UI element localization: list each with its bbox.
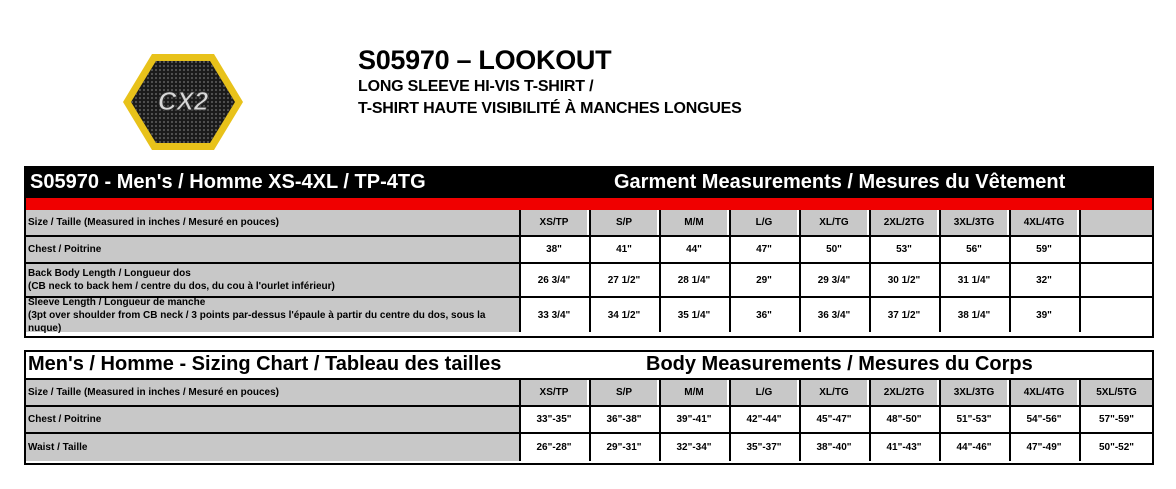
body-table-header — [26, 352, 1152, 380]
value-cell: 28 1/4" — [659, 264, 727, 296]
garment-rows — [26, 210, 1152, 332]
value-cell: 39"-41" — [659, 407, 727, 432]
table-row — [26, 298, 1152, 332]
value-cell: 54"-56" — [1009, 407, 1077, 432]
value-cell: 38" — [519, 237, 587, 262]
value-cell — [1079, 298, 1152, 332]
value-cell: 47"-49" — [1009, 434, 1077, 461]
value-cell: 36"-38" — [589, 407, 657, 432]
row-label-text: Chest / Poitrine — [28, 414, 102, 425]
value-cell — [1079, 237, 1152, 262]
value-cell: 48"-50" — [869, 407, 937, 432]
value-cell: 27 1/2" — [589, 264, 657, 296]
value-cell: 47" — [729, 237, 797, 262]
value-cell: 31 1/4" — [939, 264, 1007, 296]
value-cell: 44" — [659, 237, 727, 262]
size-header-cell: S/P — [589, 210, 657, 235]
value-cell: 32" — [1009, 264, 1077, 296]
page-title: S05970 – LOOKOUT — [358, 45, 612, 75]
size-header-cell: XL/TG — [799, 210, 867, 235]
value-cell: 56" — [939, 237, 1007, 262]
garment-table-right-title: Garment Measurements / Mesures du Vêtement — [614, 171, 1066, 193]
size-header-cell: 3XL/3TG — [939, 380, 1007, 405]
value-cell: 41"-43" — [869, 434, 937, 461]
body-table-right-title: Body Measurements / Mesures du Corps — [646, 353, 1033, 375]
value-cell: 36" — [729, 298, 797, 332]
value-cell: 33 3/4" — [519, 298, 587, 332]
value-cell: 41" — [589, 237, 657, 262]
value-cell: 44"-46" — [939, 434, 1007, 461]
value-cell: 42"-44" — [729, 407, 797, 432]
subtitle-fr: T-SHIRT HAUTE VISIBILITÉ À MANCHES LONGUES — [358, 100, 742, 117]
row-label-text: Size / Taille (Measured in inches / Mesuré en pouces) — [28, 217, 280, 228]
value-cell: 35 1/4" — [659, 298, 727, 332]
subtitle-en: LONG SLEEVE HI-VIS T-SHIRT / — [358, 78, 594, 95]
value-cell: 50" — [799, 237, 867, 262]
value-cell — [1079, 264, 1152, 296]
value-cell: 57"-59" — [1079, 407, 1152, 432]
garment-measurements-table — [24, 166, 1154, 338]
row-label-text: Chest / Poitrine — [28, 244, 102, 255]
row-label — [26, 264, 519, 296]
row-label-text: (3pt over shoulder from CB neck / 3 points par-dessus l'épaule à partir du centre du dos, sous la nuque) — [28, 309, 486, 334]
row-label — [26, 237, 519, 262]
size-header-cell: M/M — [659, 380, 727, 405]
size-header-cell: L/G — [729, 380, 797, 405]
row-label-text: (CB neck to back hem / centre du dos, du cou à l'ourlet inférieur) — [28, 281, 335, 292]
size-header-cell: 4XL/4TG — [1009, 380, 1077, 405]
title-block — [358, 44, 742, 120]
value-cell: 45"-47" — [799, 407, 867, 432]
size-header-cell: 5XL/5TG — [1079, 380, 1152, 405]
table-row — [26, 434, 1152, 461]
size-header-row — [26, 380, 1152, 407]
size-header-cell: 2XL/2TG — [869, 380, 937, 405]
value-cell: 36 3/4" — [799, 298, 867, 332]
garment-table-left-title: S05970 - Men's / Homme XS-4XL / TP-4TG — [30, 171, 426, 193]
row-label-text: Sleeve Length / Longueur de manche — [28, 296, 206, 308]
garment-table-header — [26, 168, 1152, 198]
size-header-row — [26, 210, 1152, 237]
value-cell: 26"-28" — [519, 434, 587, 461]
row-label — [26, 380, 519, 405]
value-cell: 35"-37" — [729, 434, 797, 461]
size-header-cell: L/G — [729, 210, 797, 235]
body-rows — [26, 380, 1152, 461]
size-header-cell: XL/TG — [799, 380, 867, 405]
row-label-text: Back Body Length / Longueur dos — [28, 268, 191, 279]
size-header-cell — [1079, 210, 1152, 235]
body-table-left-title: Men's / Homme - Sizing Chart / Tableau des tailles — [28, 353, 502, 375]
table-row — [26, 264, 1152, 298]
value-cell: 39" — [1009, 298, 1077, 332]
value-cell: 30 1/2" — [869, 264, 937, 296]
size-header-cell: XS/TP — [519, 380, 587, 405]
value-cell: 53" — [869, 237, 937, 262]
row-label-text: Waist / Taille — [28, 442, 88, 453]
row-label — [26, 434, 519, 461]
value-cell: 29" — [729, 264, 797, 296]
value-cell: 32"-34" — [659, 434, 727, 461]
value-cell: 33"-35" — [519, 407, 587, 432]
row-label — [26, 407, 519, 432]
value-cell: 38 1/4" — [939, 298, 1007, 332]
value-cell: 26 3/4" — [519, 264, 587, 296]
table-row — [26, 237, 1152, 264]
value-cell: 34 1/2" — [589, 298, 657, 332]
value-cell: 50"-52" — [1079, 434, 1152, 461]
size-header-cell: 4XL/4TG — [1009, 210, 1077, 235]
row-label-text: Size / Taille (Measured in inches / Mesuré en pouces) — [28, 387, 280, 398]
value-cell: 29 3/4" — [799, 264, 867, 296]
size-header-cell: S/P — [589, 380, 657, 405]
red-divider — [26, 198, 1152, 210]
svg-text:CX2: CX2 — [157, 86, 209, 116]
value-cell: 37 1/2" — [869, 298, 937, 332]
size-header-cell: M/M — [659, 210, 727, 235]
size-header-cell: 3XL/3TG — [939, 210, 1007, 235]
value-cell: 38"-40" — [799, 434, 867, 461]
size-header-cell: 2XL/2TG — [869, 210, 937, 235]
row-label — [26, 210, 519, 235]
value-cell: 29"-31" — [589, 434, 657, 461]
body-measurements-table — [24, 350, 1154, 465]
value-cell: 59" — [1009, 237, 1077, 262]
row-label — [26, 298, 519, 332]
value-cell: 51"-53" — [939, 407, 1007, 432]
table-row — [26, 407, 1152, 434]
size-header-cell: XS/TP — [519, 210, 587, 235]
cx2-logo — [122, 52, 244, 152]
